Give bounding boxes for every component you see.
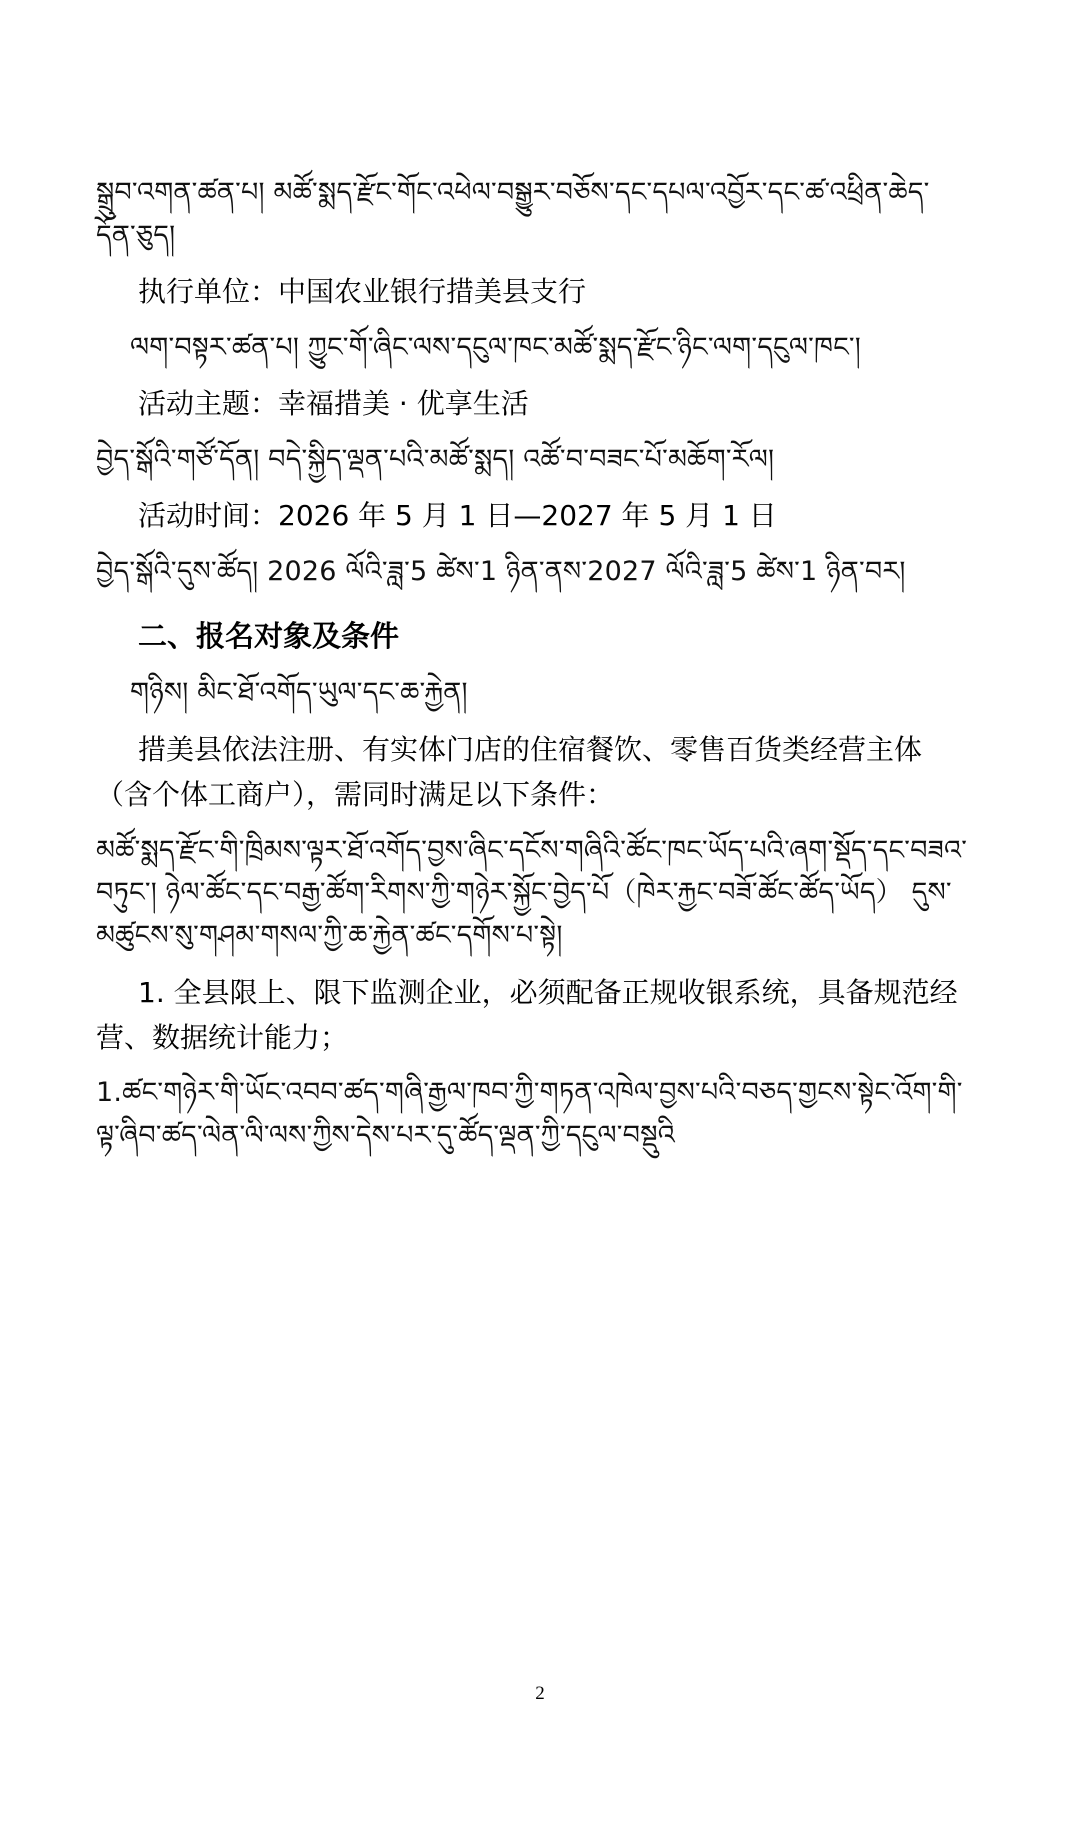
- tibetan-line: མཚོ་སྨད་རྫོང་གི་ཁྲིམས་ལྟར་ཐོ་འགོད་བྱས་ཞིང་དངོས་གཞིའི་ཚོང་ཁང་ཡོད་པའི་ཞག་སྡོད་དང་བཟའ་བཏུང་། ཉེལ་ཚོང་དང་བརྒྱ་ཚོག་རིགས་ཀྱི་གཉེར་སྐྱོང་བྱེད་པོ（ཁེར་རྐྱང་བཟོ་ཚོང་ཚོད་ཡོད） དུས་མཚུངས་སུ་གཤམ་གསལ་ཀྱི་ཆ་རྐྱེན་ཚང་དགོས་པ་སྟེ།: [96, 834, 968, 952]
- tibetan-line: གཉིས། མིང་ཐོ་འགོད་ཡུལ་དང་ཆ་རྐྱེན།: [130, 677, 468, 709]
- paragraph-impl-unit-tibetan: [96, 327, 968, 370]
- chinese-line: 活动主题：幸福措美 · 优享生活: [138, 387, 529, 421]
- tibetan-line: སྒྲུབ་འགན་ཚན་པ། མཚོ་སྨད་རྫོང་གོང་འཕེལ་བསྒྱུར་བཅོས་དང་དཔལ་འབྱོར་དང་ཚ་འཕྲིན་ཆེད་དོན་ཅུད།: [96, 177, 930, 251]
- tibetan-line: བྱེད་སྒོའི་དུས་ཚོད། 2026 ལོའི་ཟླ་5 ཚེས་1 ཉིན་ནས་2027 ལོའི་ཟླ་5 ཚེས་1 ཉིན་བར།: [96, 555, 906, 587]
- list-item-1-tibetan: [96, 1072, 968, 1157]
- paragraph-eligibility-chinese: [96, 727, 968, 818]
- chinese-line: 活动时间：2026 年 5 月 1 日—2027 年 5 月 1 日: [138, 499, 777, 533]
- chinese-line: 执行单位：中国农业银行措美县支行: [138, 275, 587, 309]
- tibetan-line: ལག་བསྟར་ཚན་པ། ཀྱུང་གོ་ཞིང་ལས་དངུལ་ཁང་མཚོ་སྨད་རྫོང་ཉིང་ལག་དངུལ་ཁང་།: [130, 331, 861, 363]
- heading-section-two-tibetan: [96, 672, 968, 715]
- paragraph-theme-chinese: [96, 381, 968, 426]
- document-body: [96, 172, 968, 1170]
- chinese-line: 1. 全县限上、限下监测企业，必须配备正规收银系统，具备规范经营、数据统计能力；: [96, 975, 958, 1055]
- paragraph-exec-unit-chinese: [96, 269, 968, 314]
- paragraph-eligibility-tibetan: [96, 830, 968, 958]
- chinese-line: 措美县依法注册、有实体门店的住宿餐饮、零售百货类经营主体（含个体工商户），需同时满足以下条件：: [96, 732, 923, 812]
- list-item-1-chinese: [96, 970, 968, 1061]
- paragraph-time-tibetan: [96, 551, 968, 594]
- page-number: 2: [535, 1683, 545, 1704]
- section-heading: 二、报名对象及条件: [138, 619, 400, 654]
- tibetan-line: 1.ཚང་གཉེར་གི་ཡོང་འབབ་ཚད་གཞི་རྒྱལ་ཁབ་ཀྱི་གཏན་འཁེལ་བྱས་པའི་བཅད་གྱངས་སྟེང་འོག་གི་ལྟ་ཞིབ་ཚད་ལེན་ལི་ལས་ཀྱིས་དེས་པར་དུ་ཚོད་ལྡན་ཀྱི་དངུལ་བསྡུའི: [96, 1077, 963, 1152]
- paragraph-time-chinese: [96, 493, 968, 538]
- paragraph-exec-unit-tibetan: [96, 172, 968, 257]
- spacer: [96, 605, 968, 613]
- paragraph-theme-tibetan: [96, 439, 968, 482]
- heading-section-two-chinese: [96, 613, 968, 660]
- tibetan-line: བྱེད་སྒོའི་གཙོ་དོན། བདེ་སྐྱིད་ལྡན་པའི་མཚོ་སྨད། འཚོ་བ་བཟང་པོ་མཆོག་རོལ།: [96, 443, 775, 475]
